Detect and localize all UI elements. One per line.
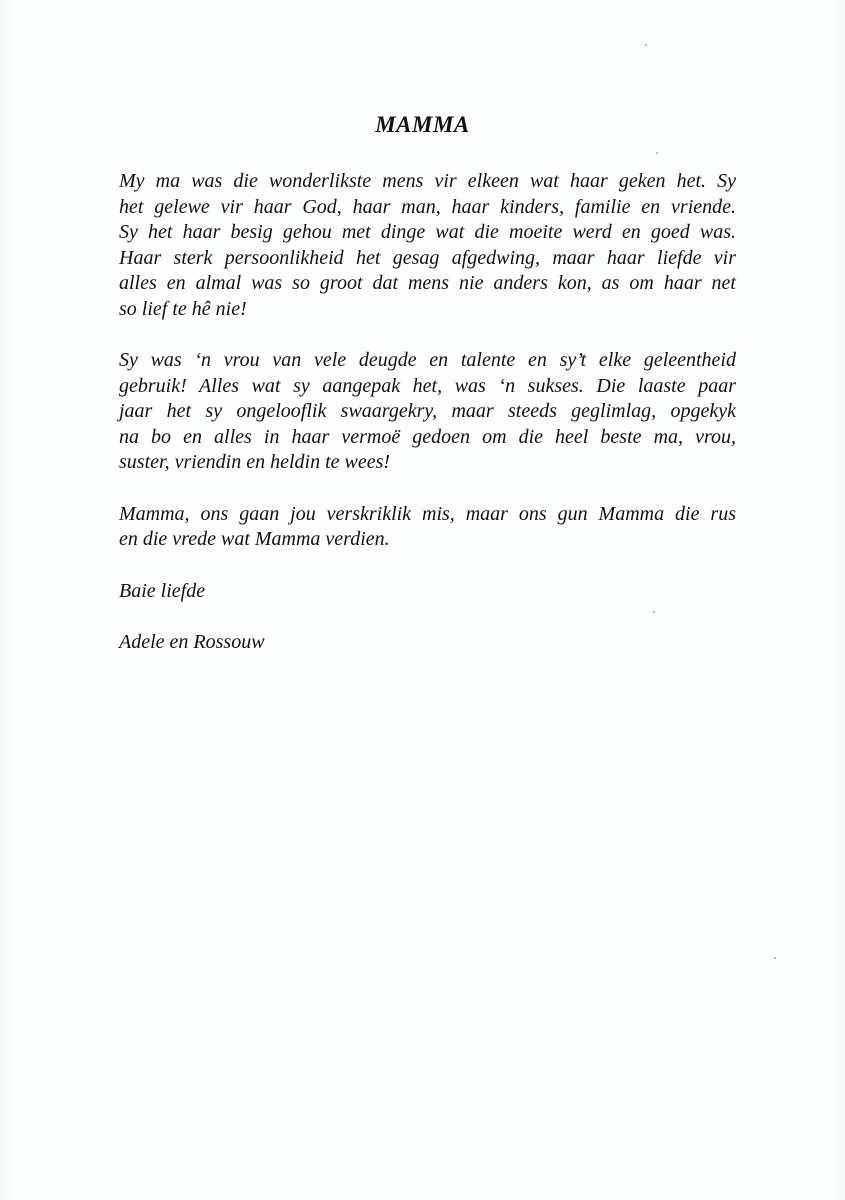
paragraph-line: Sy het haar besig gehou met dinge wat die moeite werd en goed was. — [119, 221, 736, 243]
paragraph-1 — [119, 169, 736, 322]
paragraph-line: en die vrede wat Mamma verdien. — [119, 528, 390, 550]
signature: Adele en Rossouw — [119, 631, 265, 653]
letter-body — [119, 169, 736, 656]
paper-speck — [774, 957, 776, 959]
paper-speck — [656, 152, 658, 154]
paragraph-line: Mamma, ons gaan jou verskriklik mis, maar ons gun Mamma die rus — [119, 502, 736, 525]
page-title: MAMMA — [375, 112, 470, 137]
paragraph-line: het gelewe vir haar God, haar man, haar kinders, familie en vriende. — [119, 195, 736, 218]
paragraph-3 — [119, 502, 736, 553]
paragraph-line: My ma was die wonderlikste mens vir elkeen wat haar geken het. Sy — [119, 170, 736, 192]
paragraph-line: gebruik! Alles wat sy aangepak het, was ‘n sukses. Die laaste paar — [119, 374, 736, 397]
paper-speck — [653, 611, 655, 613]
paragraph-line: Sy was ‘n vrou van vele deugde en talente en sy’t elke geleentheid — [119, 349, 736, 371]
paragraph-line: suster, vriendin en heldin te wees! — [119, 451, 391, 473]
paragraph-line: jaar het sy ongelooflik swaargekry, maar steeds geglimlag, opgekyk — [119, 400, 736, 422]
paragraph-line: na bo en alles in haar vermoë gedoen om die heel beste ma, vrou, — [119, 425, 736, 448]
closing-line: Baie liefde — [119, 579, 206, 602]
paragraph-line: alles en almal was so groot dat mens nie anders kon, as om haar net — [119, 272, 736, 294]
paragraph-line: so lief te hê nie! — [119, 297, 247, 320]
paper-speck — [645, 44, 647, 46]
paragraph-2 — [119, 348, 736, 476]
paragraph-line: Haar sterk persoonlikheid het gesag afgedwing, maar haar liefde vir — [119, 246, 736, 269]
